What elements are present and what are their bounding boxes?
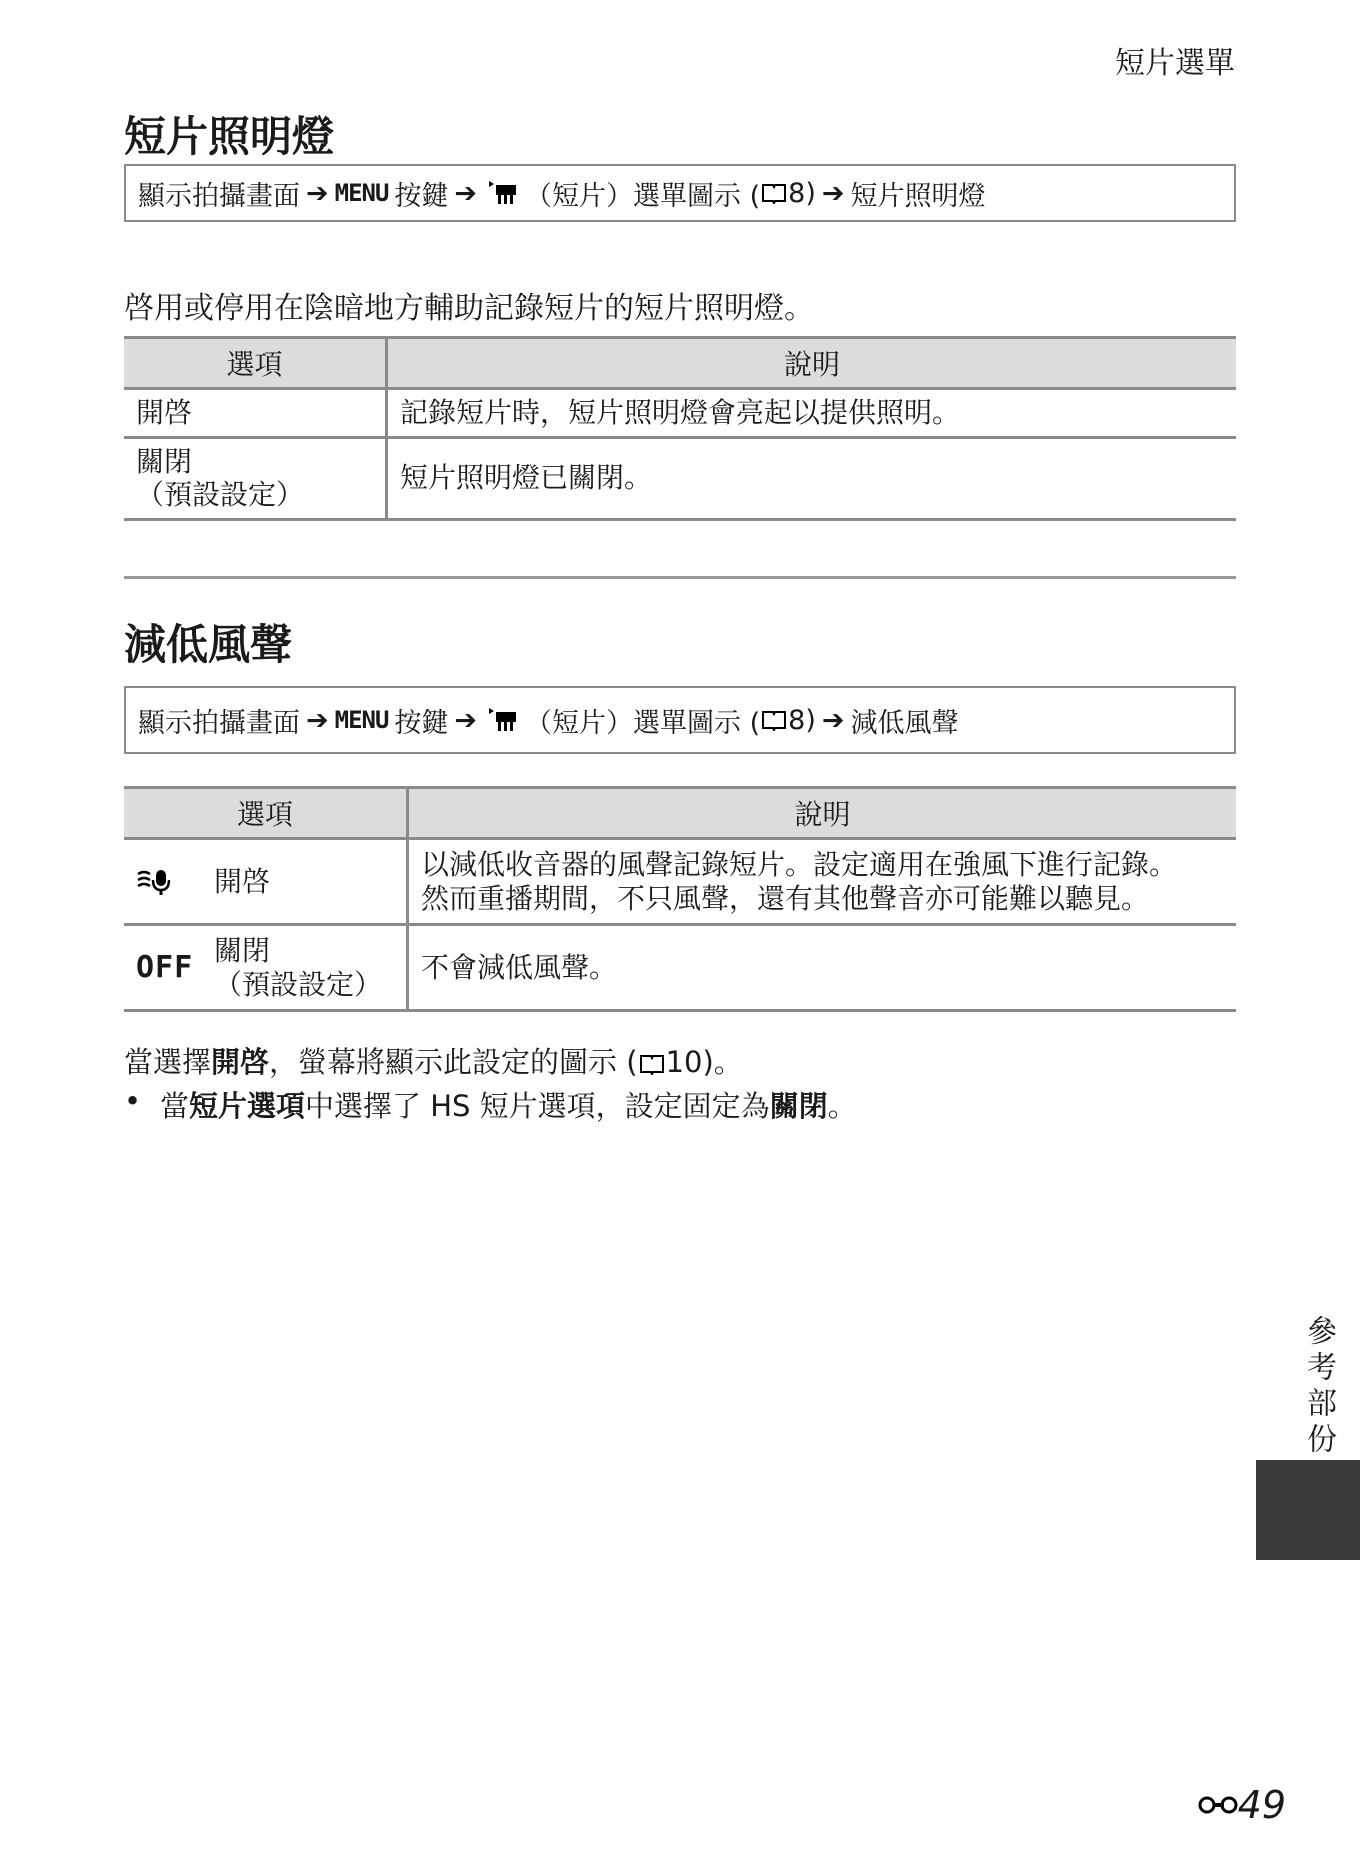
arrow-right-icon: ➔: [454, 704, 478, 736]
section-title-movie-light: 短片照明燈: [124, 112, 335, 161]
key-word: 按鍵: [394, 180, 449, 212]
section-title-wind-noise: 減低風聲: [124, 620, 293, 669]
menu-key-label: MENU: [334, 179, 389, 207]
bullet-bold-off: 關閉: [769, 1089, 828, 1123]
option-default-note: （預設設定）: [214, 967, 383, 1001]
page-reference: 8): [788, 177, 816, 209]
bullet-mid: 中選擇了 HS 短片選項，設定固定為: [305, 1089, 770, 1123]
wind-noise-icon: [136, 868, 214, 896]
path-end: 短片照明燈: [850, 180, 986, 212]
path-start: 顯示拍攝畫面: [138, 707, 300, 739]
page-reference: 8): [788, 704, 816, 736]
section-divider: [124, 576, 1236, 579]
description-cell: [408, 839, 1237, 925]
note-bold: 開啓: [211, 1045, 270, 1079]
movie-menu-icon: [489, 181, 519, 205]
side-section-tab: [1256, 1460, 1360, 1560]
description-line: 然而重播期間，不只風聲，還有其他聲音亦可能難以聽見。: [421, 881, 1150, 915]
book-reference-icon: [761, 709, 787, 731]
path-start: 顯示拍攝畫面: [138, 180, 300, 212]
options-table-movie-light: [124, 336, 1236, 521]
arrow-right-icon: ➔: [821, 704, 845, 736]
table-row: [124, 839, 1236, 925]
movie-menu-icon: [489, 708, 519, 732]
table-row: [124, 389, 1236, 438]
page-number-text: 49: [1237, 1783, 1286, 1827]
page-header-title: 短片選單: [1115, 46, 1235, 81]
description-cell: 記錄短片時，短片照明燈會亮起以提供照明。: [387, 389, 1237, 438]
key-word: 按鍵: [394, 707, 449, 739]
option-cell: [124, 437, 387, 519]
off-icon: OFF: [136, 949, 194, 985]
bullet-post: 。: [827, 1089, 857, 1123]
option-label: 關閉: [136, 444, 193, 478]
table-row: [124, 925, 1236, 1011]
menu-path-box: [124, 164, 1236, 222]
book-reference-icon: [639, 1053, 665, 1075]
bullet-pre: 當: [160, 1089, 190, 1123]
note-pre: 當選擇: [124, 1045, 212, 1079]
menu-icon-label: （短片）選單圖示 (: [525, 707, 761, 739]
arrow-right-icon: ➔: [454, 177, 478, 209]
option-label: 開啓: [214, 864, 271, 898]
description-cell: 短片照明燈已關閉。: [387, 437, 1237, 519]
option-cell: 開啓: [124, 389, 387, 438]
book-reference-icon: [761, 182, 787, 204]
reference-section-icon: [1198, 1792, 1238, 1818]
note-post: ，螢幕將顯示此設定的圖示 (: [269, 1045, 638, 1079]
path-end: 減低風聲: [850, 707, 959, 739]
description-line: 以減低收音器的風聲記錄短片。設定適用在強風下進行記錄。: [421, 847, 1178, 881]
note-text: [124, 1040, 743, 1081]
description-cell: 不會減低風聲。: [408, 925, 1237, 1011]
note-page-ref: 10)。: [665, 1045, 743, 1079]
option-default-note: （預設設定）: [136, 478, 305, 512]
option-cell: [124, 839, 408, 925]
bullet-icon: •: [124, 1084, 142, 1118]
page-number: [1198, 1783, 1286, 1827]
side-section-label: 參考部份: [1301, 1315, 1336, 1459]
arrow-right-icon: ➔: [821, 177, 845, 209]
table-header-description: 說明: [408, 788, 1237, 839]
menu-path-box: [124, 686, 1236, 754]
options-table-wind-noise: [124, 786, 1236, 1012]
arrow-right-icon: ➔: [306, 177, 329, 209]
option-label: 關閉: [214, 933, 271, 967]
table-header-description: 說明: [387, 338, 1237, 389]
bullet-note: [124, 1084, 857, 1125]
arrow-right-icon: ➔: [306, 704, 329, 736]
bullet-bold-movie-options: 短片選項: [189, 1089, 306, 1123]
table-header-option: 選項: [124, 338, 387, 389]
table-row: [124, 437, 1236, 519]
menu-icon-label: （短片）選單圖示 (: [525, 180, 761, 212]
menu-key-label: MENU: [334, 706, 389, 734]
table-header-option: 選項: [124, 788, 408, 839]
section-intro: 啓用或停用在陰暗地方輔助記錄短片的短片照明燈。: [124, 291, 814, 326]
option-cell: [124, 925, 408, 1011]
